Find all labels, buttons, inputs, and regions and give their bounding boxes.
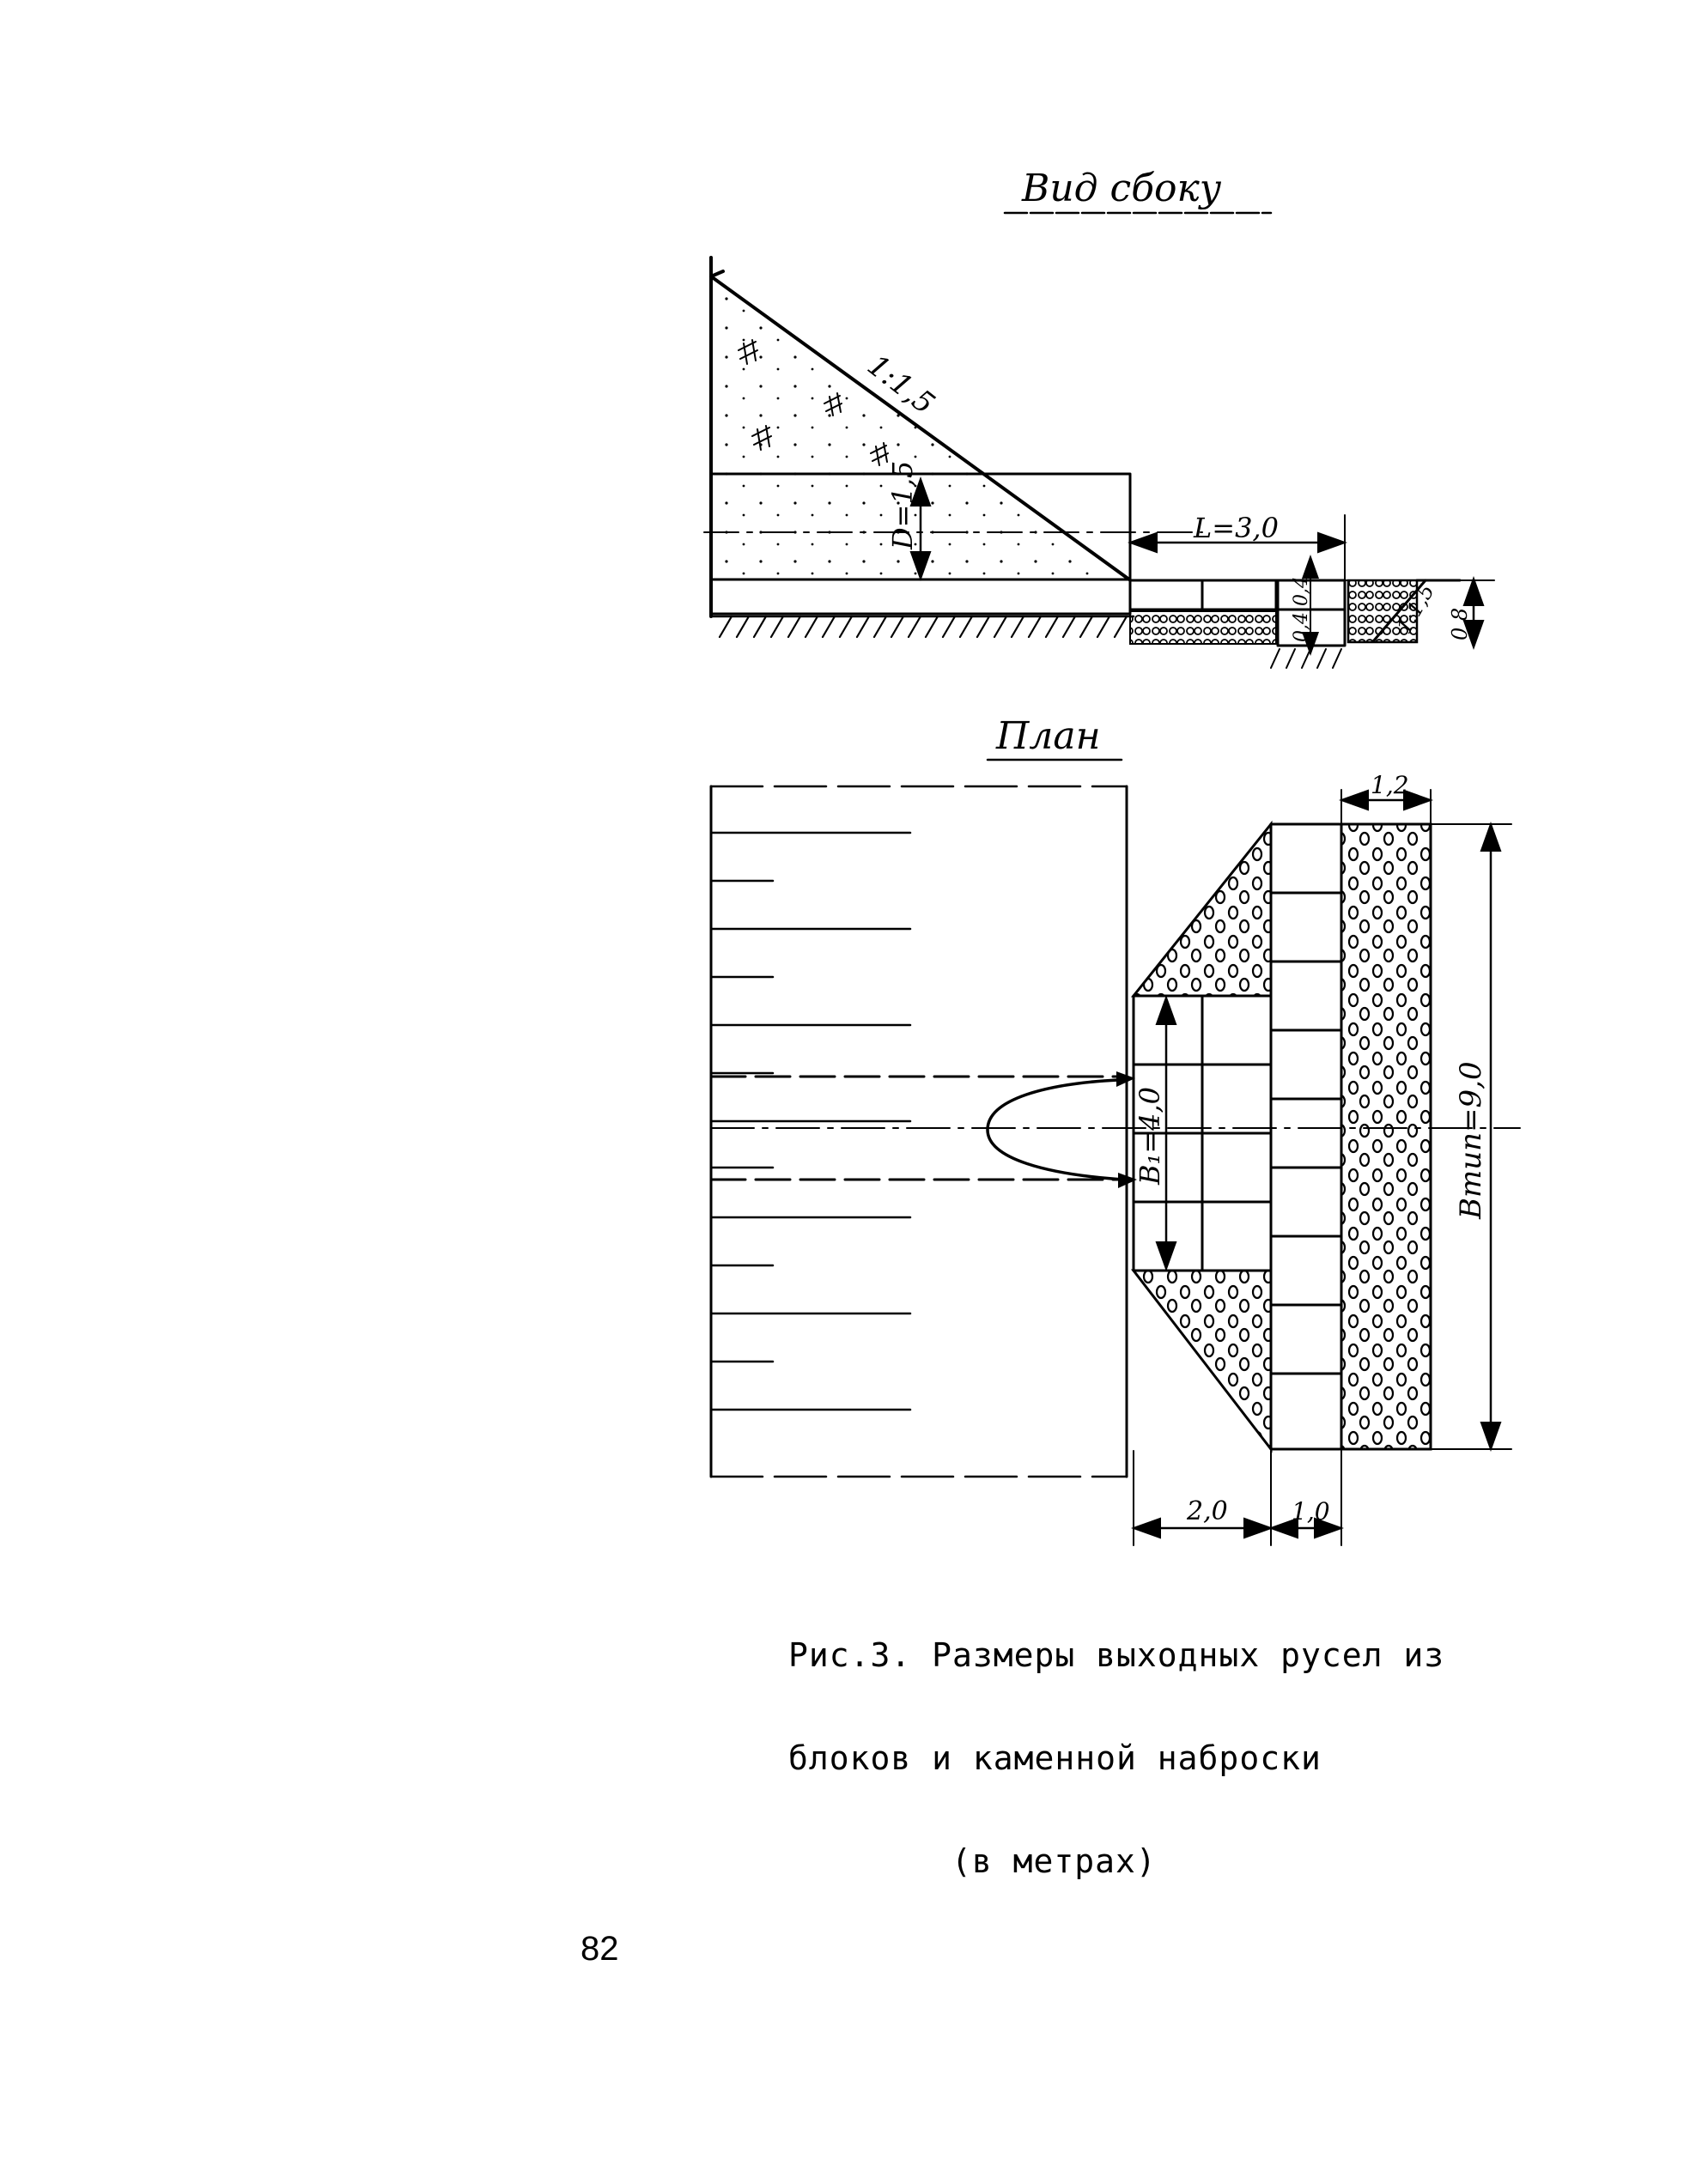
side-view-title: Вид сбоку <box>1022 167 1222 210</box>
depth-label: D=1,5 <box>886 460 919 549</box>
slope-hachures <box>711 833 910 1410</box>
ground-hatch <box>720 616 1127 637</box>
slope-label: 1:1,5 <box>860 348 941 422</box>
length-label: L=3,0 <box>1194 512 1279 544</box>
riprap-wing-bottom <box>1134 1271 1271 1449</box>
riprap-slope-label: 1:1,5 <box>1391 579 1439 638</box>
riprap-strip <box>1341 824 1431 1449</box>
block-height-2: 0,4 <box>1291 612 1312 642</box>
b1-label: B₁=4,0 <box>1134 1086 1166 1185</box>
foundation-strip <box>711 579 1130 614</box>
caption-line-2: блоков и каменной наброски <box>788 1739 1322 1777</box>
caption-line-3: (в метрах) <box>951 1842 1157 1880</box>
dim-2-label: 2,0 <box>1187 1496 1228 1526</box>
riprap-wing-top <box>1134 824 1271 996</box>
block-height-1: 0,4 <box>1291 576 1312 606</box>
block-course <box>1130 580 1345 610</box>
riprap-width-label: 1,2 <box>1371 771 1409 799</box>
riprap-depth-label: 0,8 <box>1448 607 1472 640</box>
btip-label: Bтип=9,0 <box>1454 1061 1488 1219</box>
plan-view-title: План <box>996 714 1101 758</box>
outflow-jet <box>988 1080 1123 1180</box>
page-number: 82 <box>581 1930 619 1968</box>
side-view <box>704 167 1494 668</box>
gravel-bed <box>1130 611 1276 644</box>
dim-1-label: 1,0 <box>1292 1497 1330 1526</box>
caption-line-1: Рис.3. Размеры выходных русел из <box>788 1636 1445 1674</box>
plan-view <box>711 714 1520 1545</box>
figure-caption <box>788 1569 1445 1913</box>
